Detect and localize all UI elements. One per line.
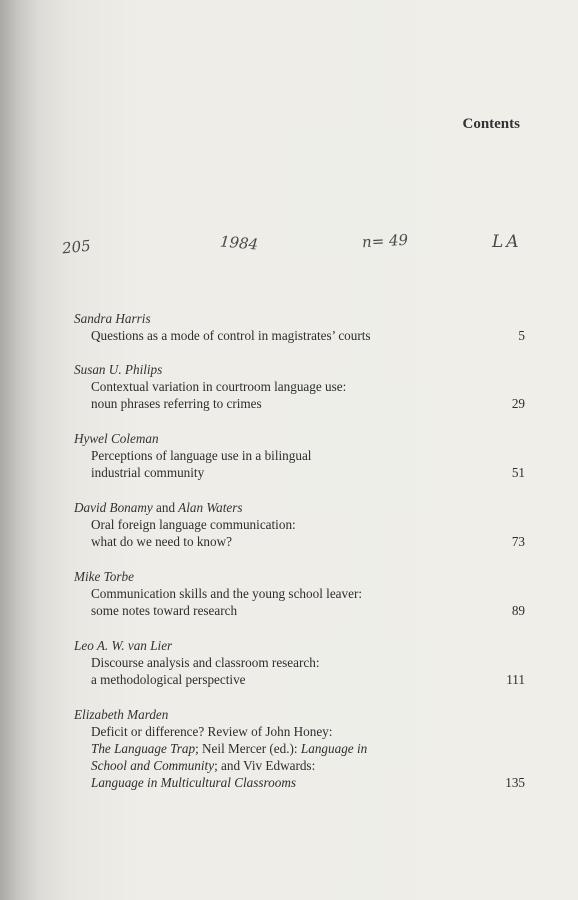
entry-title-line: [91, 757, 451, 774]
entry-author-first: David Bonamy: [74, 500, 153, 515]
entry-title-text: ; and Viv Edwards:: [214, 758, 316, 773]
handwritten-note: 205: [61, 236, 92, 258]
entry-title-line: a methodological perspective: [91, 672, 246, 687]
entry-title: [91, 585, 451, 619]
entry-title: [91, 516, 451, 550]
toc-entry: [0, 706, 578, 791]
book-title-italic: Language in: [300, 741, 368, 756]
entry-title: [91, 447, 451, 481]
table-of-contents: [0, 310, 578, 790]
entry-title-line: Perceptions of language use in a bilingual: [91, 448, 312, 463]
contents-heading: Contents: [462, 116, 520, 132]
entry-title-line: Deficit or difference? Review of John Honey:: [91, 724, 333, 739]
entry-title-line: [91, 740, 451, 757]
entry-page-number: 89: [511, 603, 525, 618]
entry-title-line: Questions as a mode of control in magistrates’ courts: [91, 328, 371, 343]
entry-page-number: 111: [506, 672, 525, 687]
entry-page-number: 135: [505, 775, 525, 790]
book-title-italic: Language in Multicultural Classrooms: [91, 775, 297, 790]
entry-author-second: Alan Waters: [178, 500, 243, 515]
handwritten-note: LA: [492, 232, 522, 252]
toc-entry: [0, 499, 578, 550]
entry-author: [74, 499, 578, 516]
entry-page-number: 29: [511, 396, 525, 411]
entry-page-number: 5: [518, 328, 525, 343]
entry-author-conjunction: and: [156, 500, 176, 515]
entry-author: Leo A. W. van Lier: [74, 638, 173, 653]
toc-entry: [0, 310, 578, 344]
entry-title-line: Communication skills and the young school leaver:: [91, 586, 363, 601]
entry-title-line: industrial community: [91, 465, 205, 480]
entry-author: Hywel Coleman: [74, 431, 159, 446]
toc-entry: [0, 637, 578, 688]
entry-title-line: Oral foreign language communication:: [91, 517, 296, 532]
entry-author: Susan U. Philips: [74, 362, 163, 377]
handwritten-note: 1984: [219, 232, 259, 254]
entry-author: Elizabeth Marden: [74, 707, 169, 722]
handwritten-note: n= 49: [361, 230, 409, 252]
entry-title-line: Discourse analysis and classroom research:: [91, 655, 320, 670]
book-title-italic: School and Community: [91, 758, 215, 773]
entry-title: [91, 654, 451, 688]
entry-title: [91, 723, 451, 791]
handwritten-notes: [0, 232, 578, 262]
entry-page-number: 51: [511, 465, 525, 480]
toc-entry: [0, 568, 578, 619]
entry-author: Sandra Harris: [74, 311, 151, 326]
entry-title: [91, 378, 451, 412]
entry-page-number: 73: [511, 534, 525, 549]
entry-title-line: [91, 774, 451, 791]
book-title-italic: The Language Trap: [91, 741, 196, 756]
entry-title: [91, 327, 451, 344]
toc-entry: [0, 361, 578, 412]
entry-title-text: ; Neil Mercer (ed.):: [195, 741, 301, 756]
entry-author: Mike Torbe: [74, 569, 134, 584]
toc-entry: [0, 430, 578, 481]
entry-title-line: noun phrases referring to crimes: [91, 396, 262, 411]
entry-title-line: what do we need to know?: [91, 534, 232, 549]
entry-title-line: some notes toward research: [91, 603, 238, 618]
entry-title-line: Contextual variation in courtroom language use:: [91, 379, 347, 394]
